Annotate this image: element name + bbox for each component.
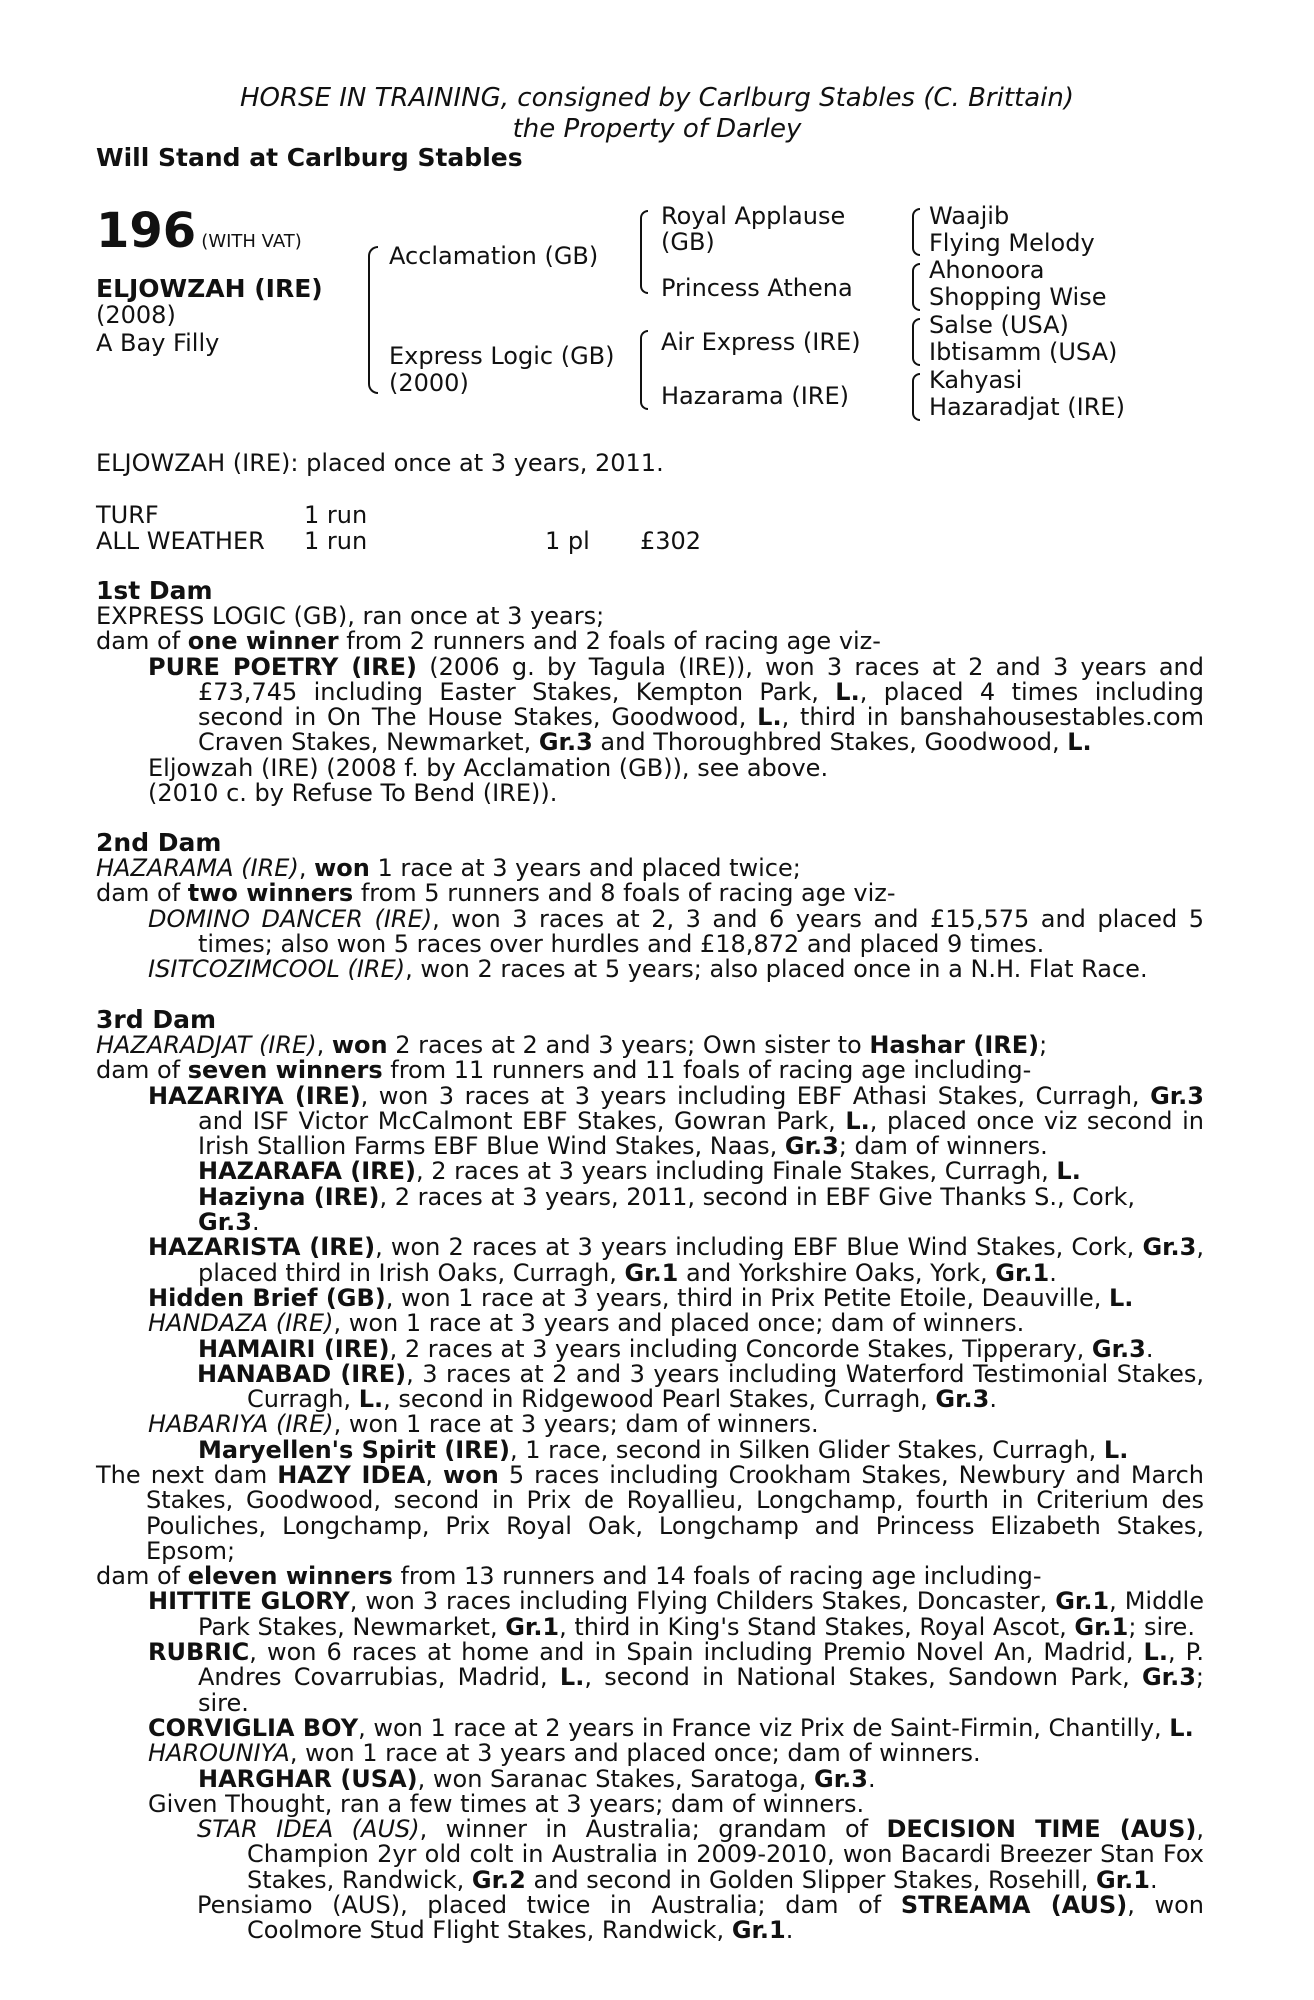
second-dam-section bbox=[96, 830, 1204, 982]
first-dam-line: EXPRESS LOGIC (GB), ran once at 3 years; bbox=[96, 602, 605, 630]
next-dam-line: The next dam HAZY IDEA, won 5 races including Crookham Stakes, Newbury and March Stakes, Goodwood, second in Prix de Royallieu, Longchamp, fourth in Criterium des Pouliches, Longchamp, Prix Royal Oak, Longchamp and Princess Elizabeth Stakes, Epsom; bbox=[96, 1461, 1204, 1565]
stand-line: Will Stand at Carlburg Stables bbox=[96, 143, 523, 172]
pedigree-ggs-2: Flying Melody bbox=[929, 229, 1095, 257]
produce-star-idea: STAR IDEA (AUS), winner in Australia; grandam of DECISION TIME (AUS), Champion 2yr old colt in Australia in 2009-2010, won Bacardi Breezer Stan Fox Stakes, Randwick, Gr.2 and second in Golden Slipper Stakes, Rosehill, Gr.1. bbox=[197, 1815, 1204, 1894]
second-dam-produce-line: dam of two winners from 5 runners and 8 foals of racing age viz- bbox=[96, 879, 896, 908]
horse-description: A Bay Filly bbox=[96, 329, 220, 357]
produce-harouniya: HAROUNIYA, won 1 race at 3 years and placed once; dam of winners. bbox=[148, 1739, 981, 1768]
second-dam-heading: 2nd Dam bbox=[96, 828, 222, 857]
third-dam-line: HAZARADJAT (IRE), won 2 races at 2 and 3 years; Own sister to Hashar (IRE); bbox=[96, 1031, 1048, 1059]
produce-domino-dancer: DOMINO DANCER (IRE), won 3 races at 2, 3 and 6 years and £15,575 and placed 5 times; also won 5 races over hurdles and £18,872 and placed 9 times. bbox=[148, 904, 1204, 958]
pedigree-dam: Express Logic (GB) bbox=[389, 342, 615, 370]
produce-corviglia-boy: CORVIGLIA BOY, won 1 race at 2 years in France viz Prix de Saint-Firmin, Chantilly, L. bbox=[148, 1713, 1194, 1742]
produce-given-thought: Given Thought, ran a few times at 3 years; dam of winners. bbox=[148, 1789, 865, 1818]
pedigree-ggs-7: Kahyasi bbox=[929, 366, 1023, 394]
pedigree-ggs-3: Ahonoora bbox=[929, 256, 1045, 284]
produce-pensiamo: Pensiamo (AUS), placed twice in Australia; dam of STREAMA (AUS), won Coolmore Stud Flight Stakes, Randwick, Gr.1. bbox=[197, 1891, 1205, 1945]
produce-maryellens-spirit: Maryellen's Spirit (IRE), 1 race, second in Silken Glider Stakes, Curragh, L. bbox=[198, 1435, 1129, 1464]
lot-number: 196 bbox=[96, 203, 197, 259]
pedigree-ggs-4: Shopping Wise bbox=[929, 283, 1107, 311]
third-dam-produce-line: dam of seven winners from 11 runners and 11 foals of racing age including- bbox=[96, 1056, 1032, 1085]
property-line: the Property of Darley bbox=[512, 114, 802, 144]
produce-isitcozimcool: ISITCOZIMCOOL (IRE), won 2 races at 5 years; also placed once in a N.H. Flat Race. bbox=[148, 955, 1148, 984]
pedigree-ggs-6: Ibtisamm (USA) bbox=[929, 338, 1118, 366]
next-dam-produce-line: dam of eleven winners from 13 runners and 14 foals of racing age including- bbox=[96, 1562, 1042, 1591]
produce-2010-colt: (2010 c. by Refuse To Bend (IRE)). bbox=[148, 779, 558, 808]
produce-pure-poetry: PURE POETRY (IRE) (2006 g. by Tagula (IRE)), won 3 races at 2 and 3 years and £73,745 including Easter Stakes, Kempton Park, L., placed 4 times including second in On The House Stakes, Goodwood, L., third in banshahousestables.com Craven Stakes, Newmarket, Gr.3 and Thoroughbred Stakes, Goodwood, L. bbox=[148, 652, 1204, 757]
pedigree-brace-ggs-1 bbox=[912, 208, 920, 256]
produce-hittite-glory: HITTITE GLORY, won 3 races including Flying Childers Stakes, Doncaster, Gr.1, Middle Park Stakes, Newmarket, Gr.1, third in King's Stand Stakes, Royal Ascot, Gr.1; sire. bbox=[148, 1587, 1204, 1641]
pedigree-sire: Acclamation (GB) bbox=[389, 242, 599, 270]
produce-habariya: HABARIYA (IRE), won 1 race at 3 years; dam of winners. bbox=[148, 1410, 819, 1439]
pedigree-ggs-8: Hazaradjat (IRE) bbox=[929, 393, 1125, 421]
third-dam-heading: 3rd Dam bbox=[96, 1005, 216, 1034]
vat-note: (WITH VAT) bbox=[201, 231, 302, 252]
first-dam-heading: 1st Dam bbox=[96, 576, 213, 605]
horse-name: ELJOWZAH (IRE) bbox=[96, 274, 323, 303]
pedigree-brace-ggs-4 bbox=[912, 373, 920, 421]
next-dam-section bbox=[96, 1463, 1204, 1944]
first-dam-section bbox=[96, 578, 1204, 806]
pedigree-grandsire-1: Royal Applause bbox=[661, 202, 846, 230]
record-aw-runs: 1 run bbox=[304, 527, 368, 555]
lot-number-block bbox=[96, 205, 302, 257]
record-aw-placings: 1 pl bbox=[545, 527, 590, 555]
record-turf-label: TURF bbox=[96, 501, 159, 529]
pedigree-brace-sire-side bbox=[640, 210, 648, 294]
first-dam-produce-line: dam of one winner from 2 runners and 2 foals of racing age viz- bbox=[96, 627, 881, 656]
consignment-line: HORSE IN TRAINING, consigned by Carlburg Stables (C. Brittain) bbox=[239, 83, 1074, 113]
produce-hidden-brief: Hidden Brief (GB), won 1 race at 3 years, third in Prix Petite Etoile, Deauville, L. bbox=[148, 1283, 1134, 1312]
produce-hazarafa: HAZARAFA (IRE), 2 races at 3 years including Finale Stakes, Curragh, L. bbox=[198, 1157, 1081, 1186]
produce-hazariya: HAZARIYA (IRE), won 3 races at 3 years including EBF Athasi Stakes, Curragh, Gr.3 and ISF Victor McCalmont EBF Stakes, Gowran Park, L., placed once viz second in Irish Stallion Farms EBF Blue Wind Stakes, Naas, Gr.3; dam of winners. bbox=[148, 1081, 1204, 1161]
record-aw-prize: £302 bbox=[640, 527, 702, 555]
record-aw-label: ALL WEATHER bbox=[96, 527, 265, 555]
third-dam-section bbox=[96, 1007, 1204, 1463]
second-dam-line: HAZARAMA (IRE), won 1 race at 3 years and placed twice; bbox=[96, 854, 801, 882]
pedigree-grandsire-1-country: (GB) bbox=[661, 228, 715, 256]
pedigree-dam-year: (2000) bbox=[389, 369, 469, 397]
produce-handaza: HANDAZA (IRE), won 1 race at 3 years and placed once; dam of winners. bbox=[148, 1309, 1025, 1338]
pedigree-grandsire-2: Air Express (IRE) bbox=[661, 328, 861, 356]
pedigree-brace-ggs-2 bbox=[912, 263, 920, 311]
pedigree-brace-ggs-3 bbox=[912, 318, 920, 366]
record-turf-runs: 1 run bbox=[304, 501, 368, 529]
produce-hamairi: HAMAIRI (IRE), 2 races at 3 years including Concorde Stakes, Tipperary, Gr.3. bbox=[198, 1334, 1154, 1363]
produce-eljowzah: Eljowzah (IRE) (2008 f. by Acclamation (GB)), see above. bbox=[148, 753, 829, 782]
pedigree-ggs-1: Waajib bbox=[929, 202, 1010, 230]
pedigree-brace-dam-side bbox=[640, 330, 648, 410]
pedigree-ggs-5: Salse (USA) bbox=[929, 311, 1069, 339]
produce-hanabad: HANABAD (IRE), 3 races at 2 and 3 years including Waterford Testimonial Stakes, Curragh, L., second in Ridgewood Pearl Stakes, Curragh, Gr.3. bbox=[197, 1359, 1204, 1414]
produce-hazarista: HAZARISTA (IRE), won 2 races at 3 years including EBF Blue Wind Stakes, Cork, Gr.3, placed third in Irish Oaks, Curragh, Gr.1 and Yorkshire Oaks, York, Gr.1. bbox=[148, 1233, 1205, 1287]
produce-rubric: RUBRIC, won 6 races at home and in Spain including Premio Novel An, Madrid, L., P. Andres Covarrubias, Madrid, L., second in National Stakes, Sandown Park, Gr.3; sire. bbox=[148, 1638, 1204, 1717]
produce-harghar: HARGHAR (USA), won Saranac Stakes, Saratoga, Gr.3. bbox=[198, 1764, 876, 1793]
pedigree-granddam-2: Hazarama (IRE) bbox=[661, 382, 849, 410]
pedigree-brace-sire-dam bbox=[368, 246, 378, 394]
race-summary: ELJOWZAH (IRE): placed once at 3 years, 2011. bbox=[96, 449, 664, 477]
horse-year: (2008) bbox=[96, 301, 176, 329]
produce-haziyna: Haziyna (IRE), 2 races at 3 years, 2011, second in EBF Give Thanks S., Cork, Gr.3. bbox=[198, 1182, 1136, 1237]
pedigree-granddam-1: Princess Athena bbox=[661, 274, 853, 302]
